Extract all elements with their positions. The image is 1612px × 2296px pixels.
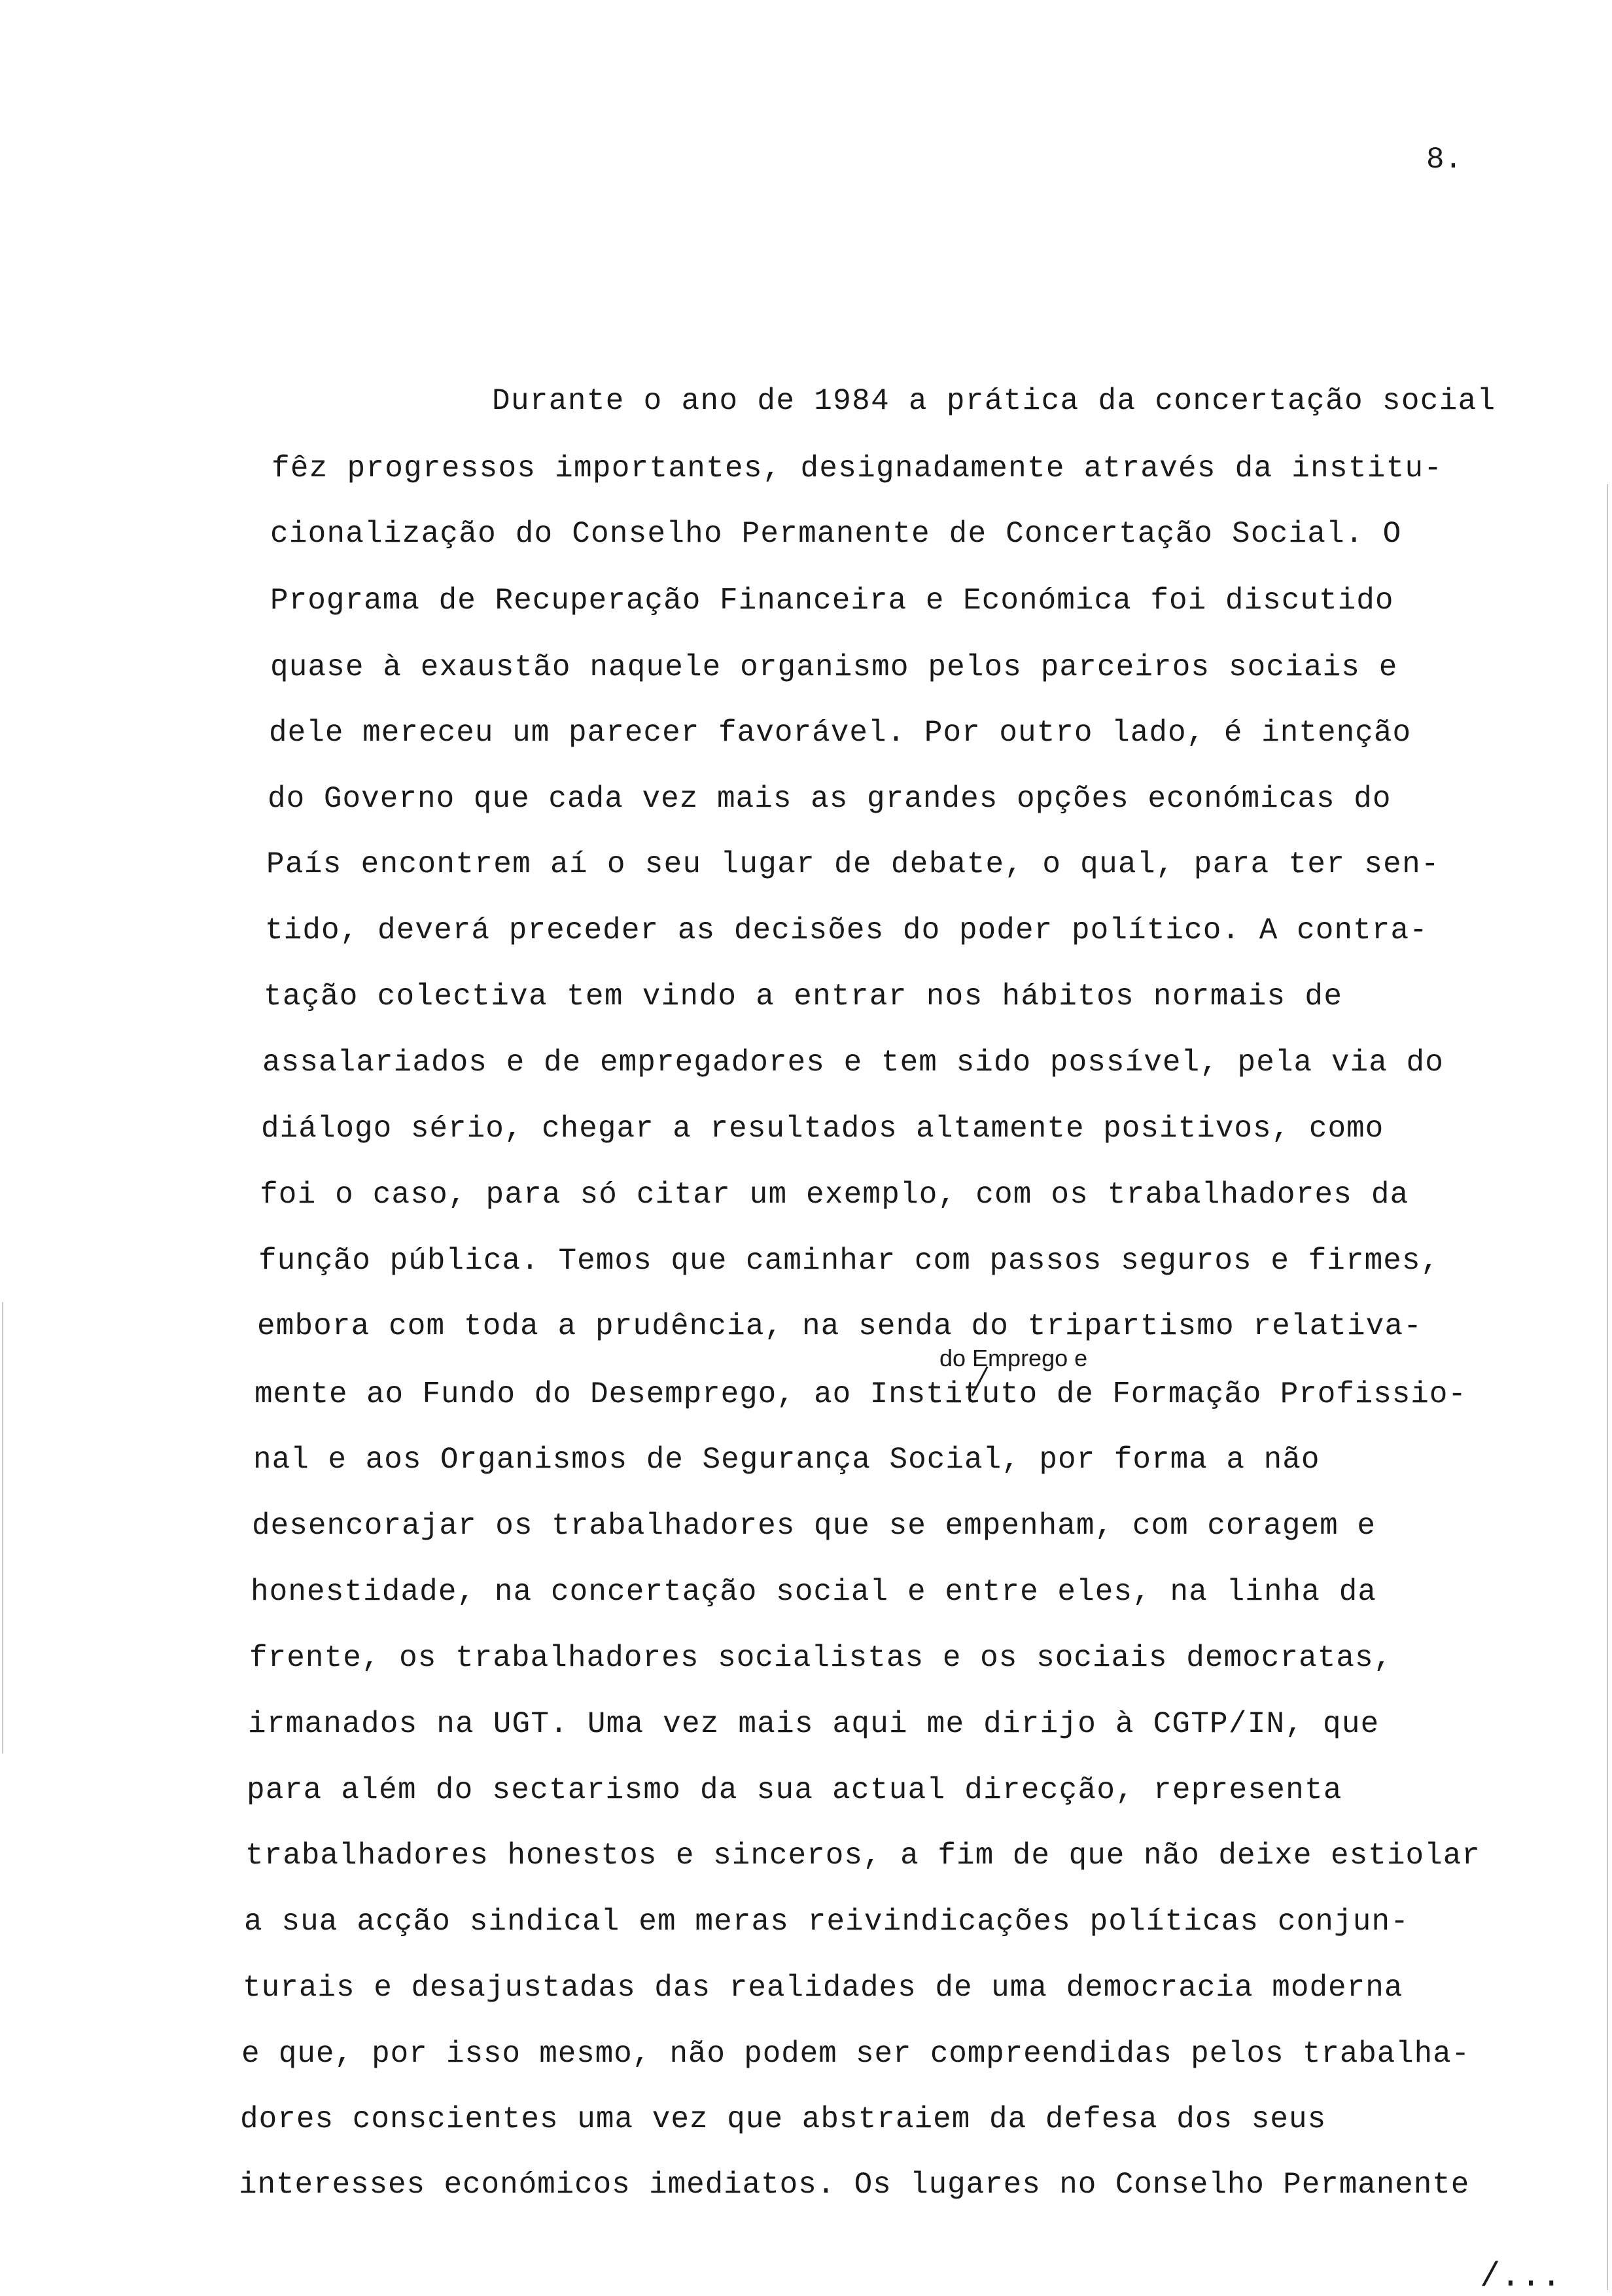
page-number: 8.	[1426, 143, 1463, 177]
text-line: foi o caso, para só citar um exemplo, com os trabalhadores da	[260, 1178, 1409, 1212]
text-line: tação colectiva tem vindo a entrar nos hábitos normais de	[264, 980, 1343, 1014]
text-line: irmanados na UGT. Uma vez mais aqui me dirijo à CGTP/IN, que	[248, 1707, 1380, 1741]
text-line: diálogo sério, chegar a resultados altamente positivos, como	[261, 1112, 1384, 1146]
text-line: a sua acção sindical em meras reivindicações políticas conjun-	[244, 1905, 1409, 1939]
text-line: tido, deverá preceder as decisões do poder político. A contra-	[265, 913, 1428, 947]
text-line: nal e aos Organismos de Segurança Social, por forma a não	[253, 1443, 1320, 1477]
text-line: função pública. Temos que caminhar com passos seguros e firmes,	[258, 1244, 1440, 1278]
text-line: assalariados e de empregadores e tem sido possível, pela via do	[262, 1046, 1444, 1080]
text-line: quase à exaustão naquele organismo pelos parceiros sociais e	[270, 650, 1398, 684]
text-line: trabalhadores honestos e sinceros, a fim de que não deixe estiolar	[245, 1839, 1481, 1873]
text-line: para além do sectarismo da sua actual direcção, representa	[247, 1773, 1342, 1807]
text-line: frente, os trabalhadores socialistas e os sociais democratas,	[249, 1641, 1393, 1675]
text-line: interesses económicos imediatos. Os lugares no Conselho Permanente	[239, 2168, 1470, 2202]
text-line: fêz progressos importantes, designadamente através da institu-	[272, 451, 1443, 486]
text-line: mente ao Fundo do Desemprego, ao Instituto de Formação Profissio-	[254, 1377, 1467, 1411]
scan-edge-line	[1607, 484, 1608, 2290]
text-line: turais e desajustadas das realidades de uma democracia moderna	[243, 1971, 1403, 2005]
continuation-mark: /...	[1480, 2257, 1562, 2296]
text-line: dele mereceu um parecer favorável. Por outro lado, é intenção	[269, 716, 1412, 750]
text-line: embora com toda a prudência, na senda do tripartismo relativa-	[257, 1309, 1422, 1343]
text-line: Durante o ano de 1984 a prática da concertação social	[492, 384, 1496, 418]
text-line: Programa de Recuperação Financeira e Económica foi discutido	[270, 584, 1394, 618]
text-line: do Governo que cada vez mais as grandes opções económicas do	[268, 782, 1392, 816]
text-line: dores conscientes uma vez que abstraiem da defesa dos seus	[240, 2102, 1327, 2136]
text-line: honestidade, na concertação social e entre eles, na linha da	[251, 1575, 1377, 1609]
text-line: e que, por isso mesmo, não podem ser compreendidas pelos trabalha-	[241, 2037, 1470, 2071]
text-line: País encontrem aí o seu lugar de debate, o qual, para ter sen-	[266, 847, 1440, 881]
text-line: desencorajar os trabalhadores que se empenham, com coragem e	[252, 1509, 1376, 1543]
scan-edge-line	[2, 1302, 3, 1754]
handwritten-insertion: do Emprego e	[939, 1345, 1088, 1371]
text-line: cionalização do Conselho Permanente de Concertação Social. O	[270, 517, 1402, 551]
